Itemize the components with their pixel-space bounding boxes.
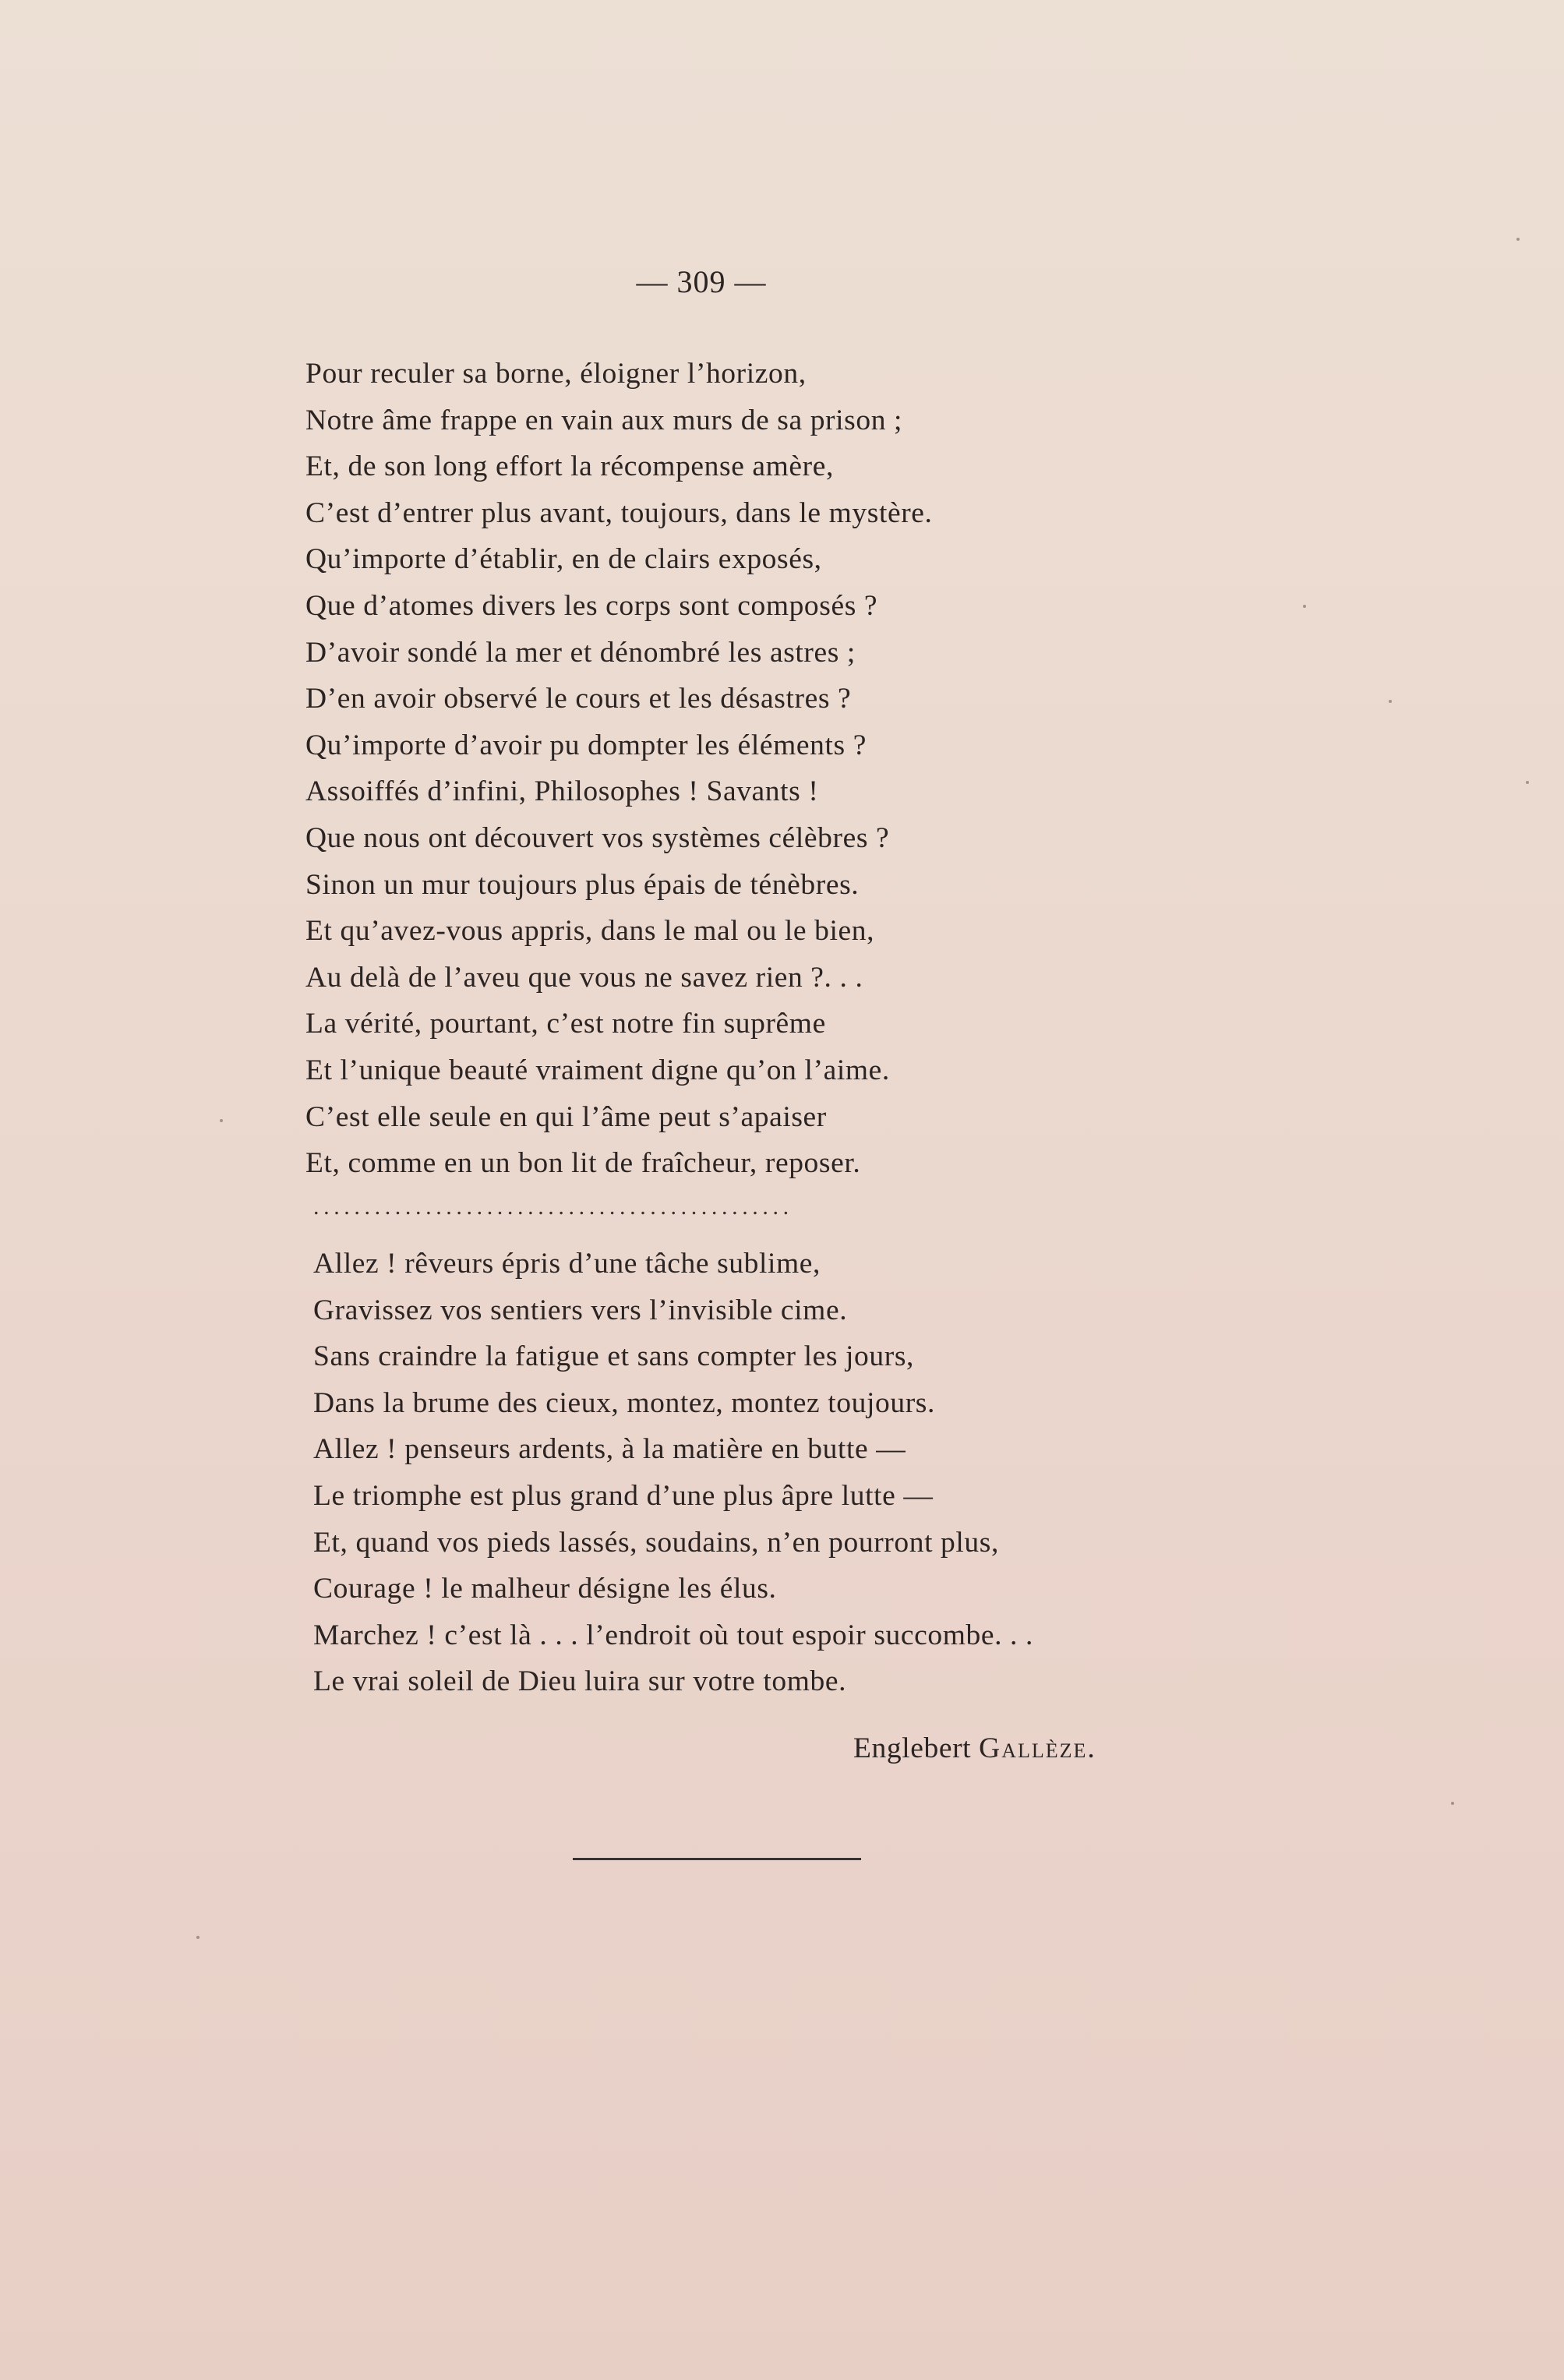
poem-stanza-2 [313, 1241, 1033, 1705]
verse-line: Qu’importe d’avoir pu dompter les éléments ? [305, 729, 867, 761]
closing-rule [573, 1858, 861, 1860]
verse-line: Sans craindre la fatigue et sans compter les jours, [313, 1340, 914, 1373]
verse-line: Qu’importe d’établir, en de clairs exposés, [305, 543, 822, 576]
verse-line: Allez ! rêveurs épris d’une tâche sublime, [313, 1248, 821, 1280]
paper-speck [1389, 700, 1392, 703]
verse-line: D’avoir sondé la mer et dénombré les astres ; [305, 636, 856, 669]
paper-speck [196, 1936, 199, 1939]
verse-line: Le vrai soleil de Dieu luira sur votre tombe. [313, 1665, 847, 1698]
verse-line: Marchez ! c’est là . . . l’endroit où tout espoir succombe. . . [313, 1619, 1033, 1651]
paper-speck [1451, 1802, 1454, 1805]
author-signature [853, 1732, 1096, 1765]
author-first-name: Englebert [853, 1732, 972, 1764]
paper-speck [220, 1119, 223, 1122]
stanza-break-ellipsis: ............................................... [313, 1194, 793, 1220]
verse-line: D’en avoir observé le cours et les désastres ? [305, 683, 852, 715]
verse-line: Que d’atomes divers les corps sont composés ? [305, 589, 878, 622]
verse-line: Notre âme frappe en vain aux murs de sa prison ; [305, 404, 903, 436]
author-surname: Gallèze. [979, 1732, 1096, 1764]
verse-line: Sinon un mur toujours plus épais de ténèbres. [305, 868, 860, 901]
verse-line: Courage ! le malheur désigne les élus. [313, 1573, 777, 1605]
verse-line: La vérité, pourtant, c’est notre fin suprême [305, 1008, 826, 1040]
verse-line: Que nous ont découvert vos systèmes célèbres ? [305, 821, 890, 854]
poem-stanza-1 [305, 351, 933, 1187]
verse-line: Dans la brume des cieux, montez, montez toujours. [313, 1386, 935, 1419]
paper-speck [1516, 238, 1520, 241]
verse-line: Gravissez vos sentiers vers l’invisible cime. [313, 1294, 848, 1326]
verse-line: Au delà de l’aveu que vous ne savez rien ?. . . [305, 961, 863, 994]
verse-line: Et, comme en un bon lit de fraîcheur, reposer. [305, 1147, 861, 1180]
verse-line: Et, quand vos pieds lassés, soudains, n’en pourront plus, [313, 1526, 999, 1559]
verse-line: Allez ! penseurs ardents, à la matière en butte — [313, 1433, 906, 1466]
paper-speck [1303, 605, 1306, 608]
verse-line: Le triomphe est plus grand d’une plus âpre lutte — [313, 1479, 934, 1512]
verse-line: Assoiffés d’infini, Philosophes ! Savants ! [305, 775, 819, 808]
verse-line: Pour reculer sa borne, éloigner l’horizon, [305, 358, 807, 390]
verse-line: C’est d’entrer plus avant, toujours, dans le mystère. [305, 496, 933, 529]
verse-line: Et, de son long effort la récompense amère, [305, 450, 834, 483]
verse-line: Et qu’avez-vous appris, dans le mal ou le bien, [305, 915, 875, 948]
paper-speck [1526, 781, 1529, 784]
verse-line: Et l’unique beauté vraiment digne qu’on l’aime. [305, 1054, 890, 1086]
verse-line: C’est elle seule en qui l’âme peut s’apaiser [305, 1100, 827, 1133]
page-number: — 309 — [636, 264, 767, 299]
